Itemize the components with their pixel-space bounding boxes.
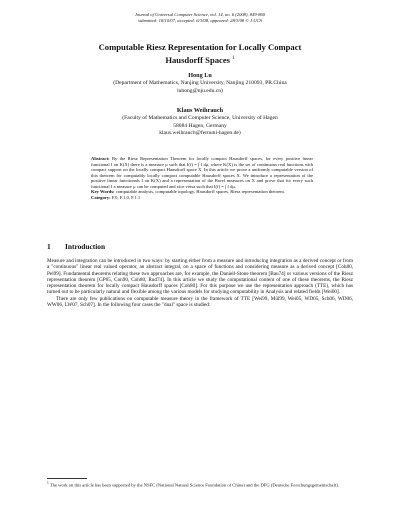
category-text: F.0, F.1.0, F.1.1 xyxy=(111,194,141,200)
footnote-mark: 1 xyxy=(47,481,49,485)
footnote xyxy=(47,481,353,488)
author-name: Hong Lu xyxy=(188,72,212,79)
paper-title xyxy=(70,42,330,66)
abstract xyxy=(91,156,313,200)
body-paragraph-1: Measure and integration can be introduced in two ways: by starting either from a measure and introducing integration as a derived concept or from a "continuous" linear real valued operator, an abstract integral, on a space of functions and considering measure as a derived concept [Coh80, Pel99]. Fundamental theorems relating these two approaches are, for example, the Daniell-Stone theorem [Bau74] or various versions of the Riesz representation theorem [GP65, Con90, Coh80, Rud74]. In this article we study the computational content of one of these theorems, the Riesz representation theorem for locally compact Hausdorff spaces [Coh80]. For this purpose we use the representation approach (TTE), which has turned out to be particularly natural and flexible among the various models for studying computability in Analysis and related fields [Wei00]. xyxy=(47,258,353,296)
author-block-1 xyxy=(40,72,360,95)
author-affiliation: (Faculty of Mathematics and Computer Science, University of Hagen xyxy=(122,115,278,122)
body-text xyxy=(47,258,353,308)
title-line-2-text: Hausdorff Spaces xyxy=(165,54,231,65)
footnote-divider xyxy=(47,478,87,479)
author-email: klaus.weihrauch@fernuni-hagen.de) xyxy=(159,130,241,137)
journal-citation: Journal of Universal Computer Science, vol. 14, no. 6 (2008), 849-860 xyxy=(134,12,266,17)
title-line-2 xyxy=(70,53,330,66)
section-title: Introduction xyxy=(65,242,106,251)
author-affiliation: (Department of Mathematics, Nanjing University, Nanjing 210093, PR.China xyxy=(113,80,287,87)
journal-dates: submitted: 18/10/07, accepted: 6/3/08, appeared: 28/3/08 © J.UCS xyxy=(138,18,262,23)
title-footnote-mark: 1 xyxy=(232,56,235,61)
category-label: Category: xyxy=(91,194,111,200)
section-heading xyxy=(47,242,105,251)
footnote-text: The work on this article has been supported by the NSFC (National Natural Science Foundation of China) and the DFG (Deutsche Forschungsgemeinschaft). xyxy=(49,482,339,488)
journal-header xyxy=(0,12,400,24)
keywords-label: Key Words: xyxy=(91,189,115,194)
author-block-2 xyxy=(40,107,360,138)
category xyxy=(91,195,313,201)
abstract-text: By the Riesz Representation Theorem for locally compact Hausdorff spaces, for every positive linear functional I on K(X) there is a measure μ such that I(f) = ∫ f dμ, where K(X) is the set of continuous real functions with compact support on the locally compact Hausdorff space X. In this article we prove a uniformly computable version of this theorem for computably locally compact computable Hausdorff spaces X. We introduce a representation of the positive linear functionals I on K(X) and a representation of the Borel measures on X and prove that for every such functional I a measure μ can be computed and vice versa such that I(f) = ∫ f dμ. xyxy=(91,156,313,189)
author-email: luhong@nju.edu.cn) xyxy=(177,87,223,94)
keywords-text: computable analysis, computable topology, Hausdorff spaces, Riesz representation theorem. xyxy=(115,189,285,194)
abstract-paragraph xyxy=(91,156,313,189)
author-name: Klaus Weihrauch xyxy=(176,107,224,114)
body-paragraph-2: There are only few publications on computable measure theory in the framework of TTE [Wei99, Mül99, Wei05, WD05, Sch06, WD06, WW06, LW07, Sch07]. In the following four cases the "dual" space is studied: xyxy=(47,295,353,308)
author-address: 58084 Hagen, Germany xyxy=(173,122,227,129)
abstract-label: Abstract: xyxy=(91,156,110,161)
title-line-1: Computable Riesz Representation for Locally Compact xyxy=(98,42,302,52)
section-number: 1 xyxy=(47,242,51,251)
